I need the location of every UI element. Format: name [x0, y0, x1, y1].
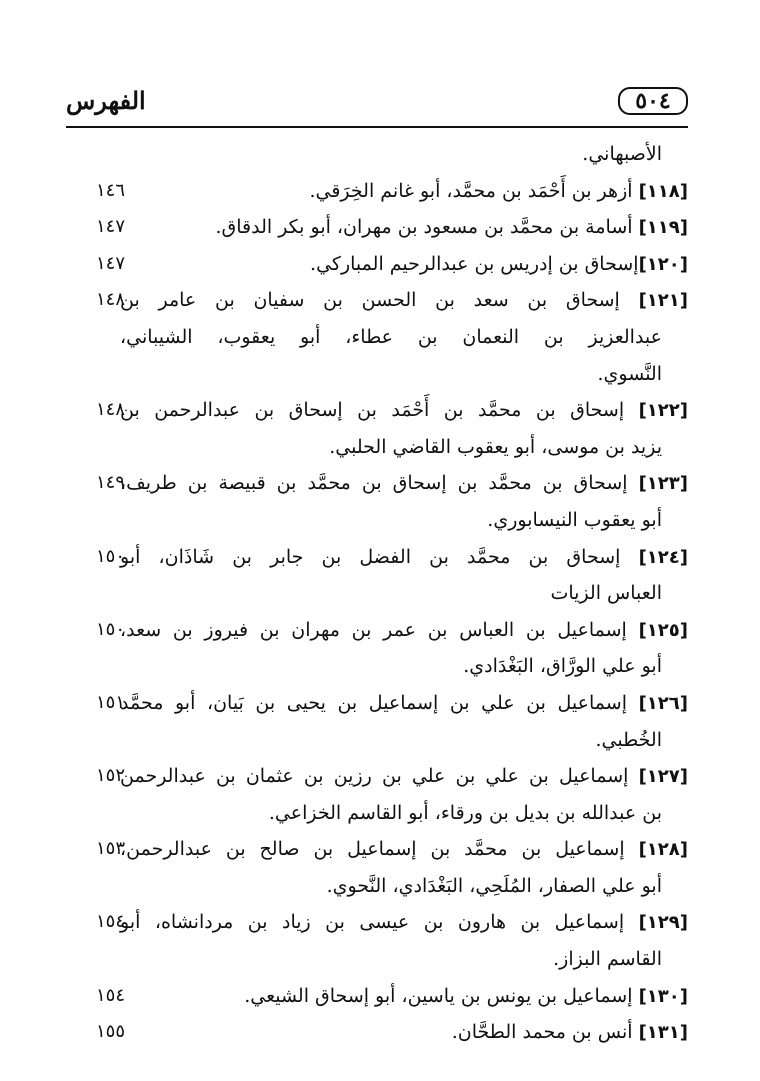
index-entry-number: [١٣١]: [638, 1022, 688, 1044]
index-entry: [66, 685, 688, 722]
index-entry-continuation: [66, 795, 688, 832]
index-entry-text: [550, 575, 662, 612]
index-entry-text: [120, 465, 688, 503]
index-entry-name: إسحاق بن محمَّد بن الفضل بن جابر بن شَاذَان، أبو: [120, 545, 639, 568]
index-entry-continuation: [66, 575, 688, 612]
index-entry-number: [١٢٤]: [638, 546, 688, 568]
index-entry: [66, 612, 688, 649]
index-entry-page-ref: ١٥٤: [96, 911, 126, 933]
index-entry-number: [١٢٠]: [638, 253, 688, 275]
index-entry-text: [120, 282, 688, 320]
index-entry-text: [598, 356, 662, 393]
index-entry-continuation: [66, 868, 688, 905]
index-entry-page-ref: ١٤٧: [96, 252, 126, 274]
index-entry: [66, 465, 688, 502]
index-entry-page-ref: ١٥٠: [96, 545, 126, 567]
index-list: [66, 136, 688, 1051]
index-entry-text: [120, 685, 688, 723]
index-entry-name: العباس الزيات: [550, 582, 662, 605]
index-entry-text: [327, 868, 662, 905]
index-entry-name: إسماعيل بن العباس بن عمر بن مهران بن فيروز بن سعد،: [120, 618, 639, 641]
index-entry-page-ref: ١٤٦: [96, 179, 126, 201]
index-entry: [66, 831, 688, 868]
index-entry: [66, 246, 688, 283]
index-entry-name: إسماعيل بن هارون بن عيسى بن زياد بن مردانشاه، أبو: [120, 911, 639, 934]
index-entry-text: [120, 831, 688, 869]
index-entry-text: [120, 612, 688, 650]
index-entry-page-ref: ١٥٣: [96, 838, 126, 860]
index-entry-number: [١٢٥]: [638, 619, 688, 641]
page-header: [66, 86, 688, 120]
index-entry-text: [329, 429, 662, 466]
index-entry-page-ref: ١٥٥: [96, 1021, 126, 1043]
index-entry: [66, 539, 688, 576]
index-entry-continuation: [66, 136, 688, 173]
index-entry-page-ref: ١٥١: [96, 691, 126, 713]
index-entry: [66, 173, 688, 210]
index-entry-name: يزيد بن موسى، أبو يعقوب القاضي الحلبي.: [329, 435, 662, 458]
index-entry-name: أزهر بن أَحْمَد بن محمَّد، أبو غانم الخِرَقي.: [309, 179, 639, 202]
index-entry: [66, 904, 688, 941]
index-entry-name: إسماعيل بن محمَّد بن إسماعيل بن صالح بن عبدالرحمن،: [120, 838, 639, 861]
index-entry-name: أسامة بن محمَّد بن مسعود بن مهران، أبو بكر الدقاق.: [215, 216, 639, 239]
index-entry-text: [487, 502, 662, 539]
index-entry-text: [452, 1014, 688, 1052]
index-entry: [66, 978, 688, 1015]
index-entry-text: [310, 246, 688, 284]
index-entry-number: [١٢٢]: [638, 400, 688, 422]
index-entry-number: [١٢٣]: [638, 473, 688, 495]
index-entry-number: [١١٩]: [638, 217, 688, 239]
index-entry: [66, 282, 688, 319]
running-title: الفهرس: [66, 86, 146, 115]
index-entry-text: [582, 136, 662, 173]
index-entry: [66, 392, 688, 429]
index-entry-page-ref: ١٤٨: [96, 399, 126, 421]
index-entry-text: [120, 904, 688, 942]
index-entry-number: [١٢٦]: [638, 692, 688, 714]
index-entry-name: أنس بن محمد الطحَّان.: [451, 1021, 639, 1044]
index-entry-text: [120, 539, 688, 577]
index-entry-page-ref: ١٤٨: [96, 289, 126, 311]
index-entry-text: [120, 392, 688, 430]
index-entry-continuation: [66, 429, 688, 466]
index-entry-text: [269, 795, 662, 832]
index-entry-continuation: [66, 502, 688, 539]
index-entry-text: [215, 209, 688, 247]
index-entry-name: القاسم البزاز.: [553, 948, 662, 971]
index-entry-name: الأصبهاني.: [582, 143, 662, 165]
index-entry-text: [463, 648, 662, 685]
header-divider: [66, 126, 688, 128]
index-entry-text: [120, 319, 662, 356]
index-entry-name: إسحاق بن محمَّد بن أَحْمَد بن إسحاق بن عبدالرحمن بن: [120, 399, 639, 422]
index-entry-name: عبدالعزيز بن النعمان بن عطاء، أبو يعقوب، الشيباني،: [120, 325, 662, 348]
index-entry-text: [120, 758, 688, 796]
index-entry-continuation: [66, 356, 688, 393]
index-entry-page-ref: ١٥٠: [96, 618, 126, 640]
index-entry-name: أبو يعقوب النيسابوري.: [487, 508, 662, 531]
index-entry-name: الخُطبي.: [595, 728, 662, 751]
index-entry-number: [١٢٧]: [638, 766, 688, 788]
index-entry-continuation: [66, 722, 688, 759]
index-entry-continuation: [66, 648, 688, 685]
index-entry-name: أبو علي الورَّاق، البَغْدَادي.: [463, 655, 662, 678]
page-number-badge: [618, 87, 688, 115]
index-entry-text: [595, 722, 662, 759]
index-entry-name: إسماعيل بن علي بن إسماعيل بن يحيى بن بَيان، أبو محمَّد: [120, 691, 639, 714]
index-entry-name: إسحاق بن محمَّد بن إسحاق بن محمَّد بن قبيصة بن طريف،: [120, 472, 639, 495]
index-entry-name: إسماعيل بن علي بن علي بن رزين بن عثمان بن عبدالرحمن: [120, 765, 639, 788]
index-entry-page-ref: ١٤٩: [96, 472, 126, 494]
index-entry-text: [309, 173, 688, 211]
index-entry-number: [١٢٩]: [638, 912, 688, 934]
index-entry-number: [١١٨]: [638, 180, 688, 202]
page-number: ٥٠٤: [635, 88, 671, 114]
index-entry-text: [553, 941, 662, 978]
index-entry-text: [244, 978, 688, 1016]
index-entry-name: بن عبدالله بن بديل بن ورقاء، أبو القاسم الخزاعي.: [268, 801, 662, 824]
index-entry-page-ref: ١٥٢: [96, 765, 126, 787]
index-entry-number: [١٣٠]: [638, 985, 688, 1007]
index-entry-continuation: [66, 319, 688, 356]
index-entry: [66, 209, 688, 246]
index-entry: [66, 1014, 688, 1051]
index-entry: [66, 758, 688, 795]
index-entry-continuation: [66, 941, 688, 978]
index-entry-number: [١٢١]: [638, 290, 688, 312]
index-entry-page-ref: ١٥٤: [96, 984, 126, 1006]
index-entry-name: إسماعيل بن يونس بن ياسين، أبو إسحاق الشيعي.: [244, 984, 639, 1007]
index-entry-number: [١٢٨]: [638, 839, 688, 861]
index-entry-name: النَّسوي.: [597, 362, 662, 385]
index-entry-name: إسحاق بن سعد بن الحسن بن سفيان بن عامر بن: [120, 289, 639, 312]
index-entry-page-ref: ١٤٧: [96, 216, 126, 238]
index-entry-name: إسحاق بن إدريس بن عبدالرحيم المباركي.: [310, 252, 639, 275]
index-entry-name: أبو علي الصفار، المُلَحِي، البَغْدَادي، النَّحوي.: [326, 874, 662, 897]
